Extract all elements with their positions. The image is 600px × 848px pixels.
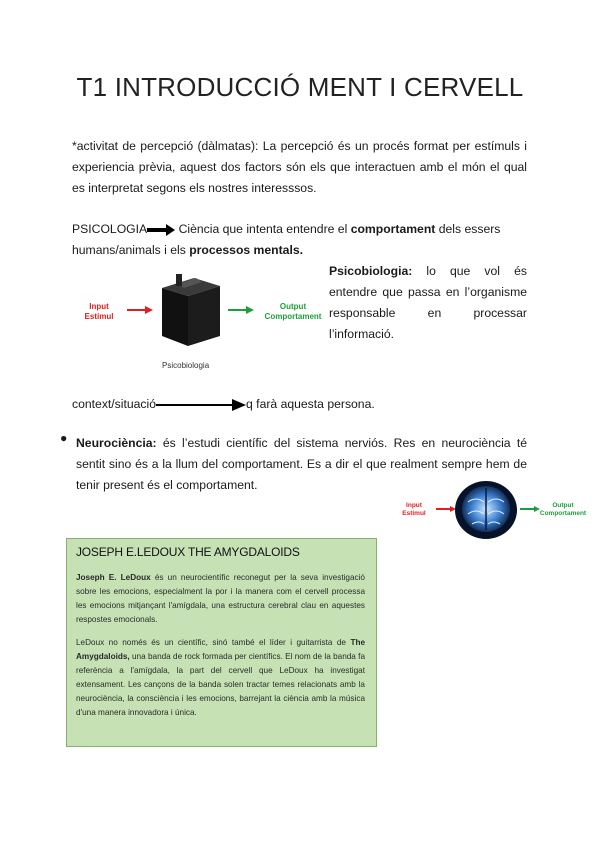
diagram2-input-label <box>392 502 436 518</box>
info-box-p1-text: és un neurocientífic reconegut per la seva investigació sobre les emocions, especialment la por i la manera com el cervell processa les emocions mitjançant l'amígdala, una estructura cerebral clau en aquestes respostes emocionals. <box>76 573 365 624</box>
psicologia-bold-comportament: comportament <box>350 222 436 236</box>
info-box-paragraph-1 <box>76 571 365 627</box>
neuro-diagram <box>392 480 587 542</box>
diagram1-output-sub: Comportament <box>264 312 322 321</box>
psicobiologia-term: Psicobiologia: <box>329 264 413 278</box>
psicobiologia-text: lo que vol és entendre que passa en l’organisme responsable en processar l’informació. <box>329 264 527 341</box>
info-box-p1-bold: Joseph E. LeDoux <box>76 573 151 582</box>
psicologia-term: PSICOLOGIA <box>72 222 148 236</box>
intro-paragraph: *activitat de percepció (dàlmatas): La percepció és un procés format per estímuls i experiencia prèvia, aquest dos factors són els que interactuen amb el món el qual es interpretat segons els nostres interesssos. <box>72 139 527 195</box>
red-arrow-icon <box>127 306 153 314</box>
context-left: context/situació <box>72 397 157 411</box>
info-box-ledoux <box>66 538 377 747</box>
right-arrow-icon <box>147 224 175 236</box>
diagram1-output-label <box>258 302 328 322</box>
psicologia-text-b: dels essers <box>438 222 501 236</box>
psicologia-paragraph <box>72 219 527 240</box>
psicologia-line2 <box>72 240 303 261</box>
psicologia-text-a: Ciència que intenta entendre el <box>178 222 348 236</box>
psicobiologia-paragraph <box>329 261 527 345</box>
diagram1-caption: Psicobiologia <box>162 361 210 370</box>
red-arrow-icon-2 <box>436 506 456 512</box>
info-box-p2-text-b: una banda de rock formada per científics. El nom de la banda fa referència a l'amígdala, la part del cervell que LeDoux ha investigat extensament. Les cançons de la banda solen tractar temes relacionats amb la neurociència, la consciència i les emocions, barrejant la ciència amb la música d'una manera innovadora i única. <box>76 652 365 717</box>
long-arrow-icon <box>156 399 246 411</box>
diagram1-input-label <box>72 302 126 322</box>
diagram2-output-label <box>538 502 588 518</box>
info-box-paragraph-2 <box>76 636 365 720</box>
psicobiologia-diagram <box>72 272 327 377</box>
bullet-dot: ● <box>60 431 68 445</box>
info-box-p2-text-a: LeDoux no només és un científic, sinó també el líder i guitarrista de <box>76 638 346 647</box>
black-box-icon <box>156 274 226 350</box>
context-right: q farà aquesta persona. <box>246 397 375 411</box>
green-arrow-icon-2 <box>520 506 540 512</box>
neurociencia-text: és l’estudi científic del sistema nerviós. Res en neurociència té sentit sino és a la llum del comportament. Es a dir el que realment sempre hem de tenir present és el comportament. <box>76 436 528 492</box>
info-box-title: JOSEPH E.LEDOUX THE AMYGDALOIDS <box>76 545 300 559</box>
diagram2-input-text: Input <box>406 502 422 509</box>
diagram1-output-text: Output <box>279 302 307 311</box>
diagram2-output-sub: Comportament <box>539 510 587 517</box>
green-arrow-icon <box>228 306 254 314</box>
page-title: T1 INTRODUCCIÓ MENT I CERVELL <box>76 72 524 102</box>
info-box-p2-bold: The Amygdaloids, <box>76 638 365 661</box>
psicologia-line2-text: humans/animals i els <box>72 243 186 257</box>
psicologia-bold-processos: processos mentals. <box>189 243 304 257</box>
diagram1-input-sub: Estímul <box>84 312 114 321</box>
context-line <box>72 394 375 414</box>
diagram1-input-text: Input <box>89 302 109 311</box>
diagram2-output-text: Output <box>552 502 574 509</box>
neurociencia-term: Neurociència: <box>76 436 157 450</box>
brain-icon <box>454 480 518 540</box>
diagram2-input-sub: Estímul <box>402 510 426 517</box>
